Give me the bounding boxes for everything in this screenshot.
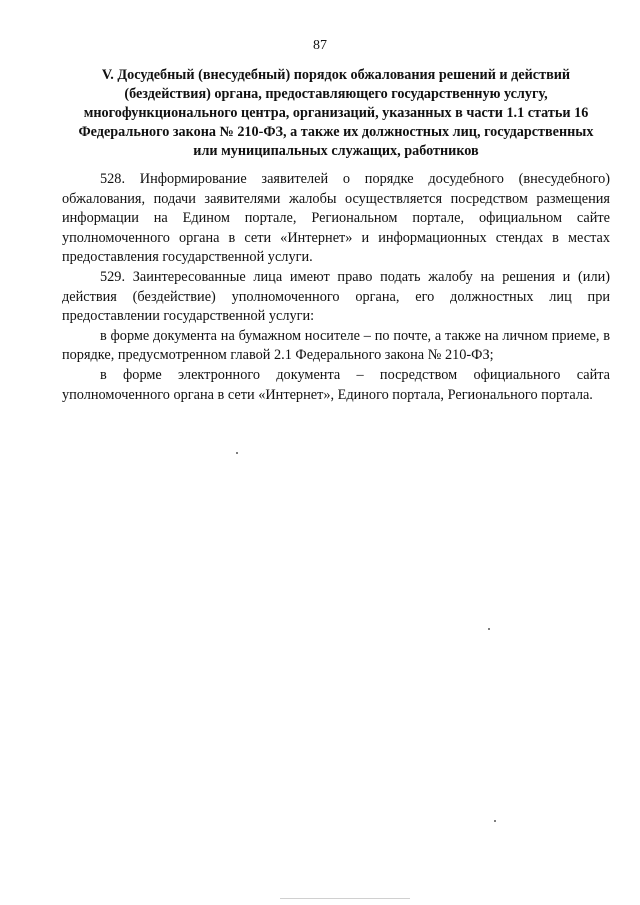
- paragraph-529: 529. Заинтересованные лица имеют право подать жалобу на решения и (или) действия (бездействие) уполномоченного органа, его должностных лиц при предоставлении государственной услуги:: [62, 268, 610, 325]
- heading-line: многофункционального центра, организаций, указанных в части 1.1 статьи 16: [83, 105, 589, 121]
- paragraph-528: 528. Информирование заявителей о порядке досудебного (внесудебного) обжалования, подачи заявителями жалобы осуществляется посредством размещения информации на Едином портале, Региональном портале, официальном сайте уполномоченного органа в сети «Интернет» и информационных стендах в местах предоставления государственной услуги.: [62, 171, 610, 266]
- heading-line: Федерального закона № 210-ФЗ, а также их должностных лиц, государственных: [78, 124, 594, 140]
- scan-speck: [488, 628, 490, 630]
- heading-line: (бездействия) органа, предоставляющего государственную услугу,: [124, 86, 548, 102]
- section-heading: [56, 66, 616, 161]
- paragraph-electronic-form: в форме электронного документа – посредством официального сайта уполномоченного органа в сети «Интернет», Единого портала, Регионального портала.: [62, 366, 610, 403]
- scan-speck: [236, 452, 238, 454]
- heading-line: V. Досудебный (внесудебный) порядок обжалования решений и действий: [101, 67, 571, 83]
- body-text: [62, 170, 610, 405]
- scan-speck: [494, 820, 496, 822]
- paragraph-paper-form: в форме документа на бумажном носителе – по почте, а также на личном приеме, в порядке, предусмотренном главой 2.1 Федерального закона № 210-ФЗ;: [62, 327, 610, 364]
- scan-edge-line: [280, 898, 410, 899]
- page-number: 87: [313, 38, 327, 53]
- heading-line: или муниципальных служащих, работников: [193, 143, 479, 159]
